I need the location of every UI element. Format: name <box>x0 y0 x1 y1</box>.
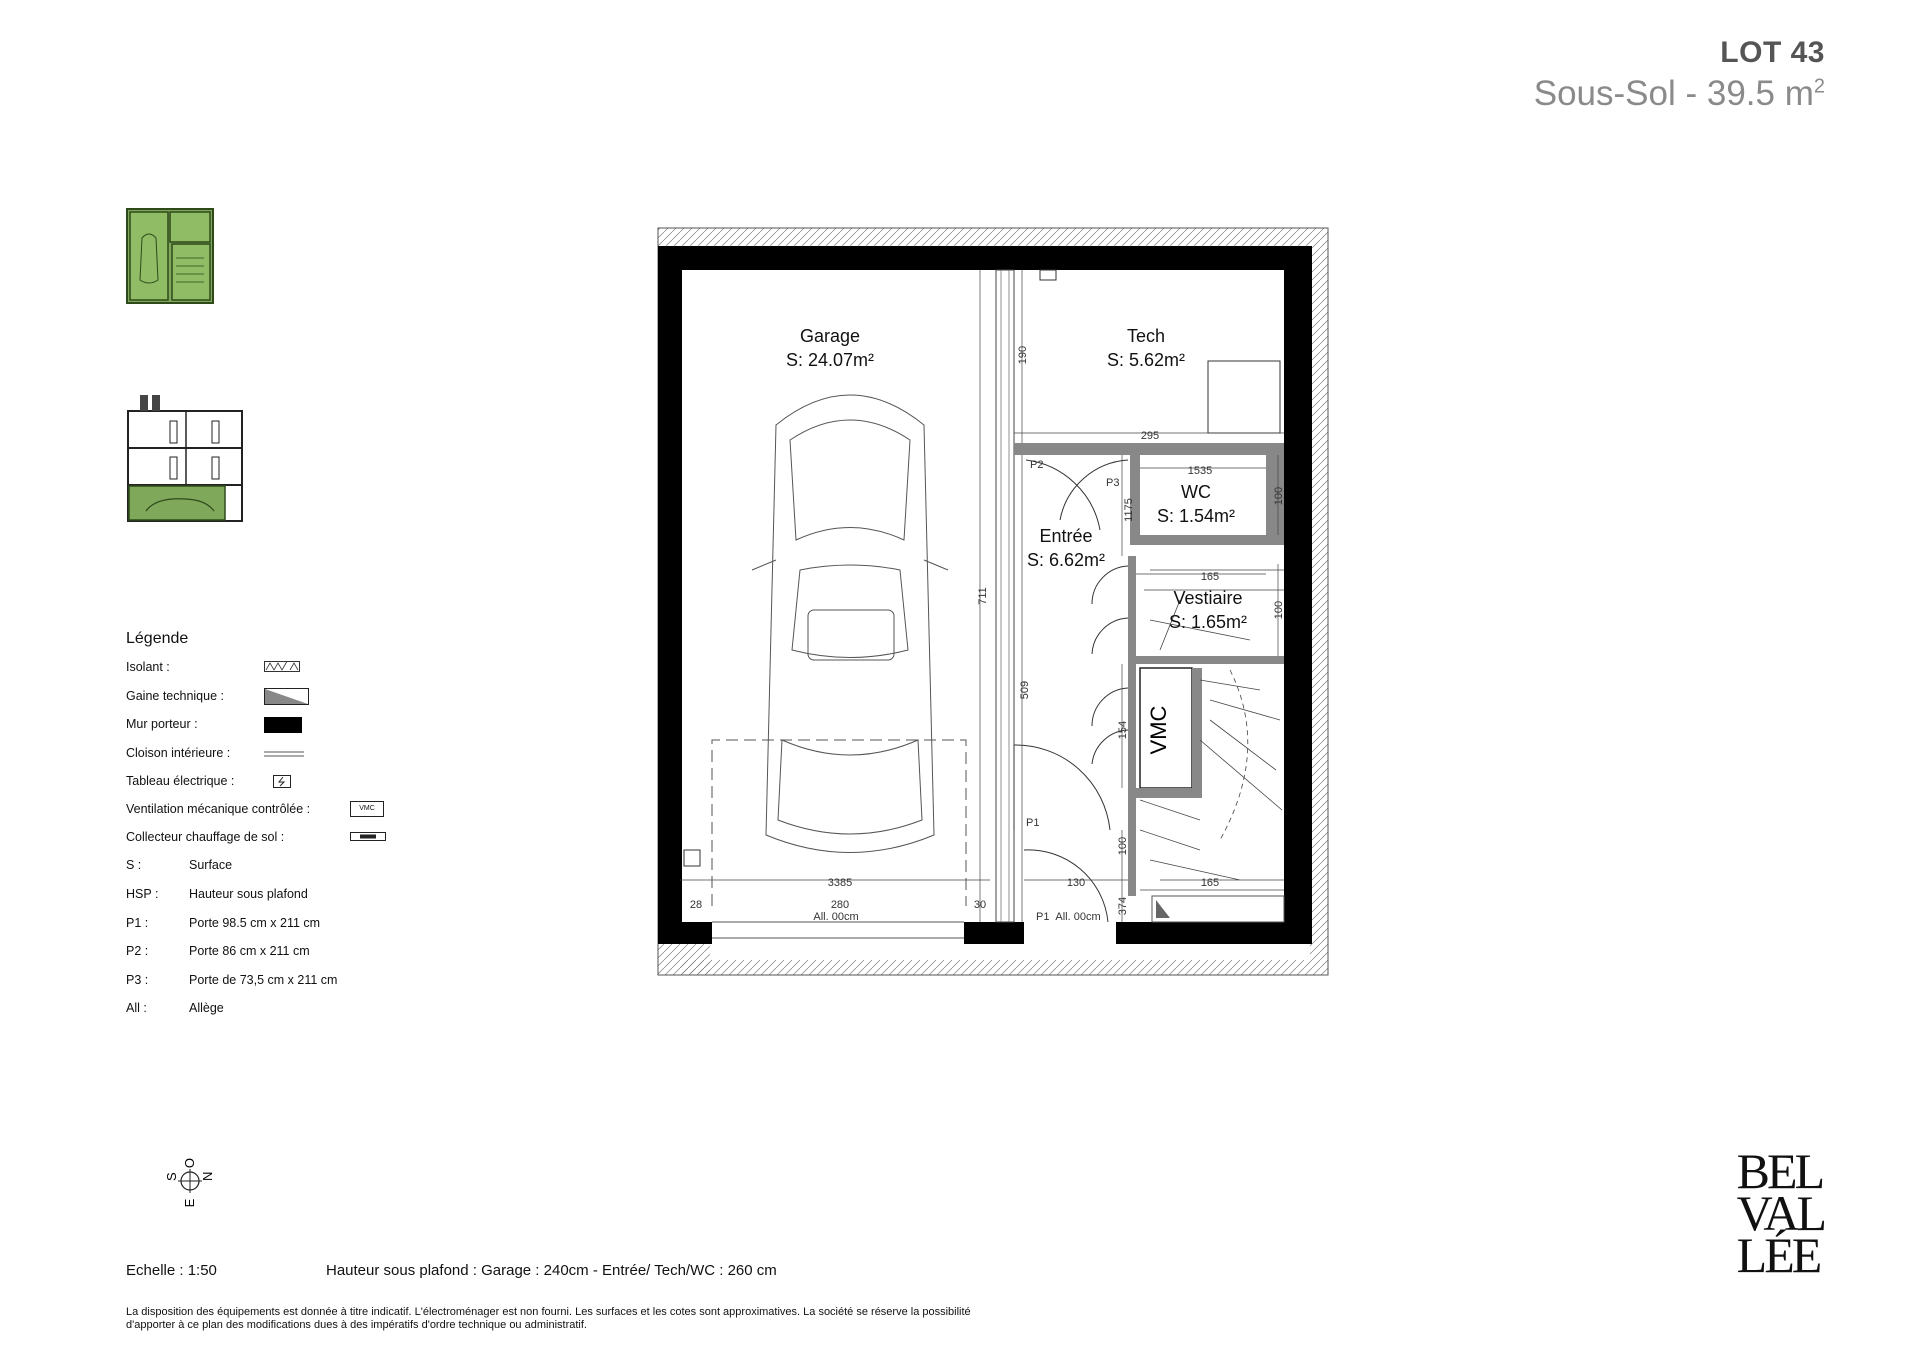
dim-165-a: 165 <box>1200 571 1220 583</box>
door-p2: P2 <box>1030 459 1044 471</box>
entree-allege: All. 00cm <box>1055 911 1101 923</box>
room-wc-area: S: 1.54m² <box>1156 506 1236 526</box>
dim-190: 190 <box>1017 345 1029 365</box>
legend-item-electric-panel: Tableau électrique : <box>126 774 234 788</box>
door-p1-a: P1 <box>1026 817 1040 829</box>
load-bearing-wall-icon <box>264 717 302 733</box>
dim-100-c: 100 <box>1117 836 1129 856</box>
compass-e: E <box>182 1198 197 1208</box>
room-tech-area: S: 5.62m² <box>1106 350 1186 370</box>
abbrev-surface: S : Surface <box>126 858 233 872</box>
legend-item-wall: Mur porteur : <box>126 717 198 731</box>
partition-icon <box>264 750 304 758</box>
legend-item-insulation: Isolant : <box>126 660 170 674</box>
dim-374: 374 <box>1117 896 1129 916</box>
dim-711: 711 <box>977 587 989 605</box>
dim-154: 154 <box>1117 720 1129 740</box>
belvallee-logo: BEL VAL LÉE <box>1736 1143 1824 1283</box>
room-entree-name: Entrée <box>1039 526 1093 546</box>
dim-1535: 1535 <box>1187 465 1213 477</box>
abbrev-p1: P1 : Porte 98.5 cm x 211 cm <box>126 916 321 930</box>
legend-item-partition: Cloison intérieure : <box>126 746 230 760</box>
dim-30: 30 <box>973 899 987 911</box>
abbrev-allege: All : Allège <box>126 1001 224 1015</box>
dim-165-b: 165 <box>1200 877 1220 889</box>
ceiling-height-note: Hauteur sous plafond : Garage : 240cm - Entrée/ Tech/WC : 260 cm <box>326 1262 777 1279</box>
room-vestiaire-area: S: 1.65m² <box>1168 612 1248 632</box>
dim-3385: 3385 <box>827 877 853 889</box>
abbrev-hsp: HSP : Hauteur sous plafond <box>126 887 308 901</box>
compass-n: N <box>200 1171 215 1181</box>
room-entree-area: S: 6.62m² <box>1026 550 1106 570</box>
compass-s: S <box>164 1172 179 1181</box>
room-wc-name: WC <box>1181 482 1211 502</box>
level-area: Sous-Sol - 39.5 $m^2$ <box>1533 74 1825 113</box>
dim-28: 28 <box>689 899 703 911</box>
room-garage-name: Garage <box>799 326 861 346</box>
lot-number: LOT 43 <box>1720 36 1825 69</box>
compass-icon <box>152 1145 232 1215</box>
legend-title: Légende <box>126 630 189 647</box>
abbrev-p3: P3 : Porte de 73,5 cm x 211 cm <box>126 973 338 987</box>
garage-allege: All. 00cm <box>813 911 859 923</box>
door-p1-b: P1 <box>1036 911 1050 923</box>
dim-130: 130 <box>1066 877 1086 889</box>
section-thumbnail <box>126 393 246 525</box>
abbrev-p2: P2 : Porte 86 cm x 211 cm <box>126 944 310 958</box>
legend-item-floor-heating: Collecteur chauffage de sol : <box>126 830 284 844</box>
dim-295: 295 <box>1140 430 1160 442</box>
floor-heating-icon <box>350 832 386 842</box>
floor-plan-thumbnail <box>126 208 214 304</box>
dim-280: 280 <box>830 899 850 911</box>
legend-item-vmc: Ventilation mécanique contrôlée : VMC <box>126 802 310 816</box>
floor-plan <box>655 225 1335 985</box>
insulation-icon <box>264 661 300 673</box>
room-vestiaire-name: Vestiaire <box>1173 588 1243 608</box>
room-garage-area: S: 24.07m² <box>785 350 875 370</box>
legend-item-duct: Gaine technique : <box>126 689 224 703</box>
compass-o: O <box>182 1157 197 1169</box>
dim-509: 509 <box>1019 680 1031 700</box>
scale-note: Echelle : 1:50 <box>126 1262 217 1279</box>
duct-icon <box>264 688 310 706</box>
dim-100-b: 100 <box>1273 600 1285 620</box>
disclaimer: La disposition des équipements est donnée à titre indicatif. L'électroménager est non fourni. Les surfaces et les cotes sont approximatives. La société se réserve la possibilité d'apporter à ce plan des modifications dues à des impératifs d'ordre technique ou administratif. <box>126 1306 971 1331</box>
dim-1175: 1175 <box>1123 498 1135 522</box>
room-tech-name: Tech <box>1126 326 1166 346</box>
electric-panel-icon <box>273 775 291 788</box>
vmc-icon: VMC <box>350 801 384 817</box>
dim-100-a: 100 <box>1273 486 1285 506</box>
door-p3: P3 <box>1106 477 1120 489</box>
vmc-label: VMC <box>1146 705 1171 755</box>
